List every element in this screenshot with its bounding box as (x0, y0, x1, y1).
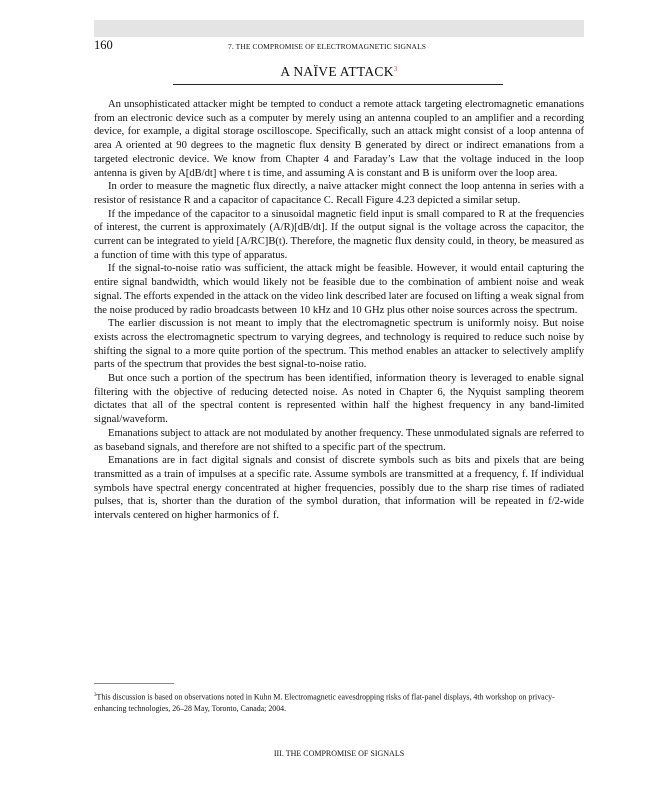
paragraph: Emanations are in fact digital signals and consist of discrete symbols such as bits and pixels that are being transmitted as a train of impulses at a specific rate. Assume symbols are transmitted at a frequency, f. If individual symbols have spectral energy concentrated at higher frequencies, possibly due to the sharp rise times of radiated pulses, that is, shorter than the duration of the symbol duration, that information will be repeated in f/2-wide intervals centered on higher harmonics of f. (94, 455, 584, 522)
section-title (94, 64, 584, 80)
paragraph: If the signal-to-noise ratio was sufficient, the attack might be feasible. However, it would entail capturing the entire signal bandwidth, which would likely not be feasible due to the combination of ambient noise and weak signal. The efforts expended in the attack on the video link described later are focused on lifting a weak signal from the noise produced by radio broadcasts between 10 kHz and 10 GHz plus other noise sources across the spectrum. (94, 263, 584, 316)
footnote-reference[interactable]: 3 (393, 65, 398, 73)
title-underline (173, 84, 503, 85)
footnote-text: This discussion is based on observations noted in Kuhn M. Electromagnetic eavesdropping risks of flat-panel displays, 4th workshop on privacy-enhancing technologies, 26–28 May, Toronto, Canada; 2004. (94, 692, 555, 713)
footnote (94, 690, 584, 714)
header-bar (94, 20, 584, 37)
paragraph: An unsophisticated attacker might be tempted to conduct a remote attack targeting electromagnetic emanations from an electronic device such as a computer by merely using an antenna coupled to an amplifier and a recording device, for example, a digital storage oscilloscope. Specifically, such an attack might consist of a loop antenna of area A oriented at 90 degrees to the magnetic flux density B generated by direct or indirect emanations from a targeted electronic device. We know from Chapter 4 and Faraday’s Law that the voltage induced in the loop antenna is given by A[dB/dt] where t is time, and assuming A is constant and B is uniform over the loop area. (94, 99, 584, 179)
body-text (94, 98, 584, 523)
paragraph: If the impedance of the capacitor to a sinusoidal magnetic field input is small compared to R at the frequencies of interest, the current is approximately (A/R)[dB/dt]. If the output signal is the voltage across the capacitor, the current can be integrated to yield [A/RC]B(t). Therefore, the magnetic flux density could, in theory, be measured as a function of time with this type of apparatus. (94, 208, 584, 261)
page-footer: III. THE COMPROMISE OF SIGNALS (273, 749, 405, 758)
paragraph: The earlier discussion is not meant to imply that the electromagnetic spectrum is uniformly noisy. But noise exists across the electromagnetic spectrum to varying degrees, and technology is required to reduce such noise by shifting the signal to a more quite portion of the spectrum. This method enables an attacker to selectively amplify parts of the spectrum that provides the best signal-to-noise ratio. (94, 318, 584, 371)
section-title-text: A NAÏVE ATTACK (280, 64, 394, 79)
footnote-mark: 3 (94, 693, 97, 698)
paragraph: But once such a portion of the spectrum has been identified, information theory is leveraged to enable signal filtering with the objective of reducing detected noise. As noted in Chapter 6, the Nyquist sampling theorem dictates that all of the spectral content is represented within half the highest frequency in any band-limited signal/waveform. (94, 373, 584, 426)
running-title: 7. THE COMPROMISE OF ELECTROMAGNETIC SIGNALS (228, 42, 427, 51)
paragraph: Emanations subject to attack are not modulated by another frequency. These unmodulated signals are referred to as baseband signals, and therefore are not shifted to a specific part of the spectrum. (94, 427, 584, 453)
paragraph: In order to measure the magnetic flux directly, a naive attacker might connect the loop antenna in series with a resistor of resistance R and a capacitor of capacitance C. Recall Figure 4.23 depicted a similar setup. (94, 181, 584, 206)
footnote-divider (94, 683, 174, 684)
page-number: 160 (94, 38, 113, 52)
